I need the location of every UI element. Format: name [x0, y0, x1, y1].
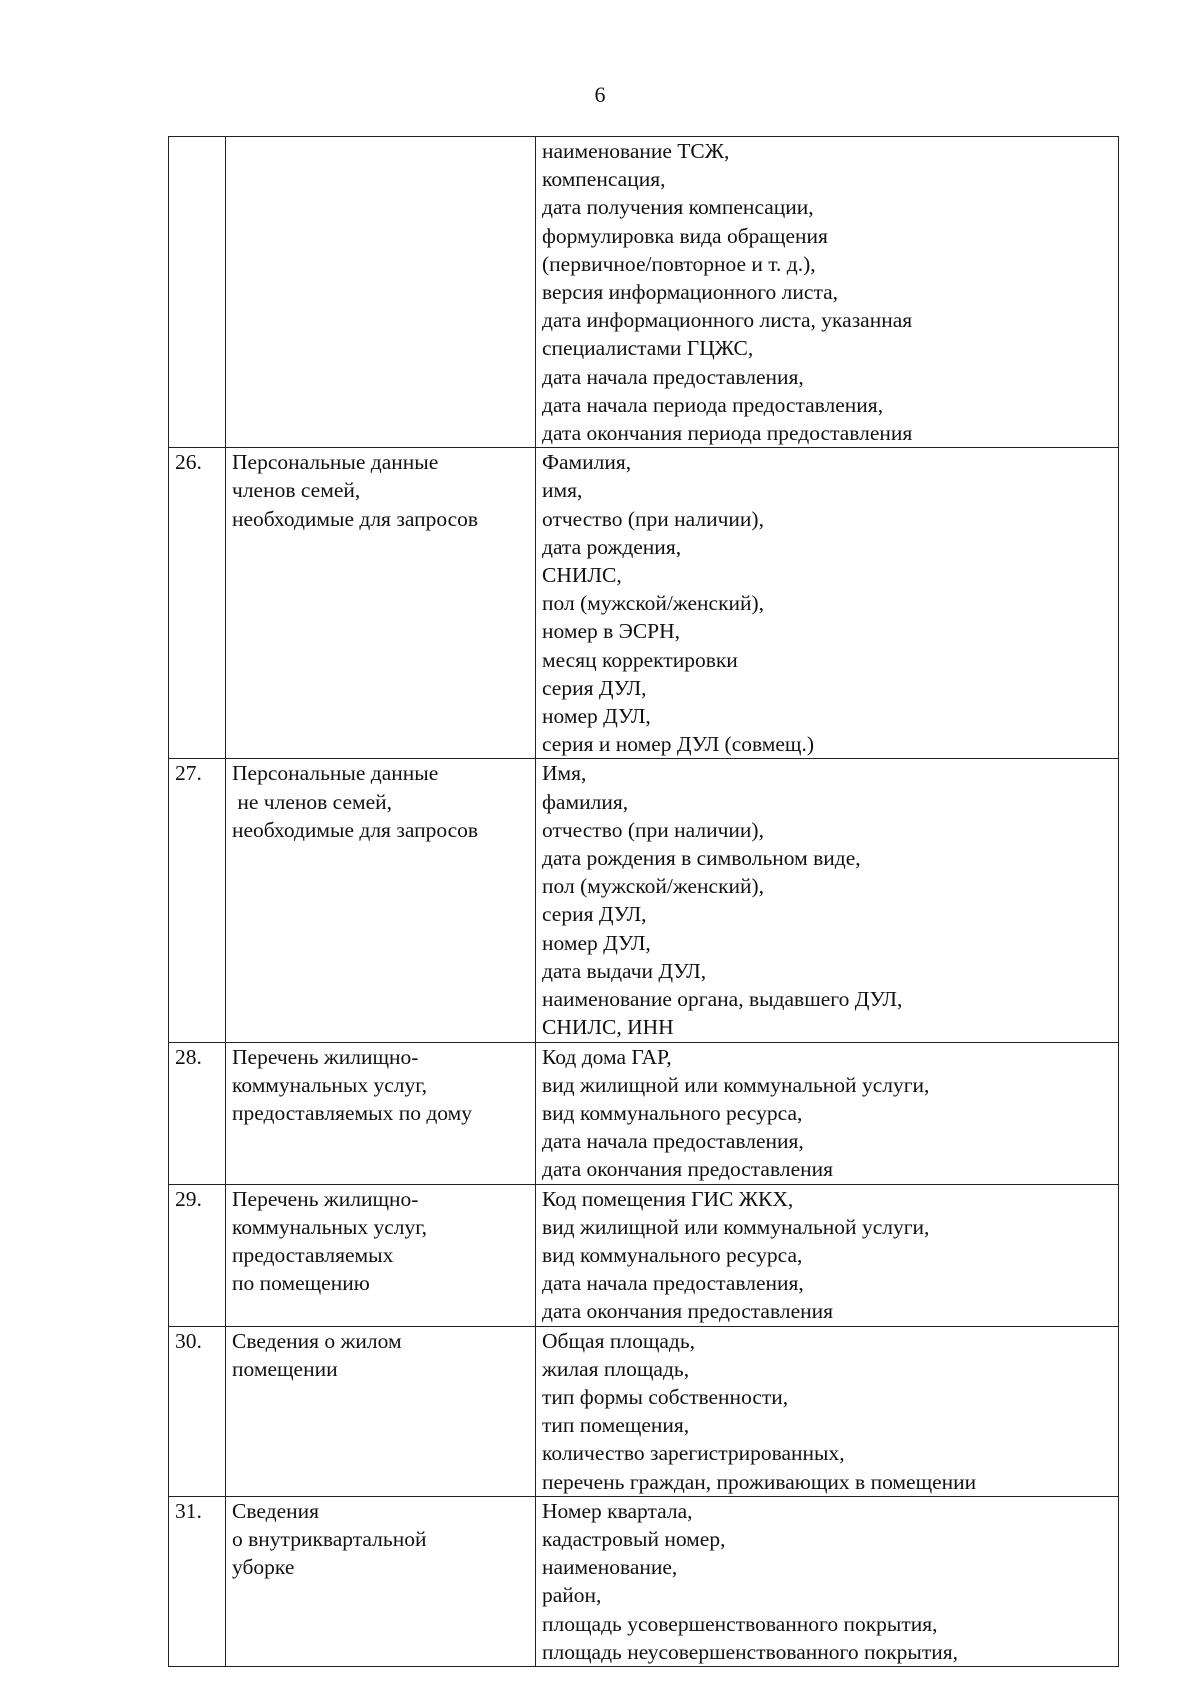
field-item: Номер квартала, — [542, 1498, 693, 1523]
row-title-line: по помещению — [232, 1271, 370, 1296]
field-item: пол (мужской/женский), — [542, 874, 765, 899]
field-item: имя, — [542, 478, 583, 503]
row-title-line: помещении — [232, 1356, 338, 1381]
field-item: пол (мужской/женский), — [542, 591, 765, 616]
field-item: количество зарегистрированных, — [542, 1441, 845, 1466]
row-title — [226, 137, 536, 448]
field-item: СНИЛС, ИНН — [542, 1015, 674, 1040]
row-title-line: необходимые для запросов — [232, 817, 479, 842]
field-item: серия ДУЛ, — [542, 902, 647, 927]
field-item: дата начала предоставления, — [542, 1271, 804, 1296]
field-item: номер ДУЛ, — [542, 930, 651, 955]
field-item: площадь неусовершенствованного покрытия, — [542, 1639, 959, 1664]
table-body — [169, 137, 1119, 1667]
field-item: фамилия, — [542, 789, 629, 814]
table-row — [169, 759, 1119, 1042]
row-fields — [536, 1496, 1119, 1666]
row-title-line: коммунальных услуг, — [232, 1072, 428, 1097]
table-row — [169, 1184, 1119, 1326]
row-title-line: членов семей, — [232, 478, 361, 503]
row-title-line: Перечень жилищно- — [232, 1186, 419, 1211]
row-fields — [536, 1184, 1119, 1326]
field-item: отчество (при наличии), — [542, 817, 764, 842]
field-item: дата начала предоставления, — [542, 364, 804, 389]
data-table — [168, 136, 1119, 1667]
field-item: номер в ЭСРН, — [542, 619, 681, 644]
field-item: формулировка вида обращения — [542, 223, 828, 248]
field-item: тип помещения, — [542, 1413, 690, 1438]
row-fields — [536, 1326, 1119, 1496]
field-item: Код дома ГАР, — [542, 1044, 672, 1069]
field-item: дата начала периода предоставления, — [542, 392, 884, 417]
field-item: дата окончания периода предоставления — [542, 421, 913, 446]
field-item: тип формы собственности, — [542, 1384, 789, 1409]
field-item: наименование, — [542, 1555, 678, 1580]
row-fields — [536, 448, 1119, 759]
row-title-line: коммунальных услуг, — [232, 1214, 428, 1239]
row-title — [226, 1496, 536, 1666]
field-item: компенсация, — [542, 167, 666, 192]
row-number: 27. — [169, 759, 226, 1042]
field-item: жилая площадь, — [542, 1356, 690, 1381]
field-item: месяц корректировки — [542, 647, 738, 672]
field-item: Фамилия, — [542, 450, 632, 475]
row-number: 31. — [169, 1496, 226, 1666]
field-item: район, — [542, 1583, 602, 1608]
field-item: серия ДУЛ, — [542, 675, 647, 700]
row-number: 30. — [169, 1326, 226, 1496]
row-title-line: Персональные данные — [232, 450, 439, 475]
row-title-line: необходимые для запросов — [232, 506, 479, 531]
field-item: вид коммунального ресурса, — [542, 1242, 803, 1267]
row-title-line: Сведения о жилом — [232, 1328, 402, 1353]
table-row — [169, 1496, 1119, 1666]
field-item: наименование органа, выдавшего ДУЛ, — [542, 987, 903, 1012]
row-number: 26. — [169, 448, 226, 759]
field-item: Имя, — [542, 761, 587, 786]
field-item: серия и номер ДУЛ (совмещ.) — [542, 732, 815, 757]
row-title-line: предоставляемых по дому — [232, 1100, 472, 1125]
field-item: дата информационного листа, указанная — [542, 308, 913, 333]
field-item: Общая площадь, — [542, 1328, 696, 1353]
field-item: площадь усовершенствованного покрытия, — [542, 1611, 938, 1636]
field-item: дата начала предоставления, — [542, 1129, 804, 1154]
row-title — [226, 448, 536, 759]
row-title-line: уборке — [232, 1555, 295, 1580]
field-item: наименование ТСЖ, — [542, 139, 730, 163]
table-row — [169, 1042, 1119, 1184]
row-title — [226, 1184, 536, 1326]
field-item: дата выдачи ДУЛ, — [542, 958, 707, 983]
row-number: 28. — [169, 1042, 226, 1184]
field-item: (первичное/повторное и т. д.), — [542, 251, 816, 276]
row-title-line: Перечень жилищно- — [232, 1044, 419, 1069]
field-item: дата получения компенсации, — [542, 195, 814, 220]
field-item: кадастровый номер, — [542, 1526, 726, 1551]
table-row — [169, 448, 1119, 759]
row-fields — [536, 759, 1119, 1042]
row-title-line: о внутриквартальной — [232, 1526, 427, 1551]
row-title — [226, 1326, 536, 1496]
field-item: СНИЛС, — [542, 563, 622, 588]
field-item: Код помещения ГИС ЖКХ, — [542, 1186, 794, 1211]
field-item: перечень граждан, проживающих в помещении — [542, 1469, 977, 1494]
field-item: дата рождения, — [542, 534, 682, 559]
field-item: отчество (при наличии), — [542, 506, 764, 531]
table-row — [169, 1326, 1119, 1496]
row-title-line: предоставляемых — [232, 1242, 394, 1267]
page-number: 6 — [594, 82, 606, 107]
row-fields — [536, 137, 1119, 448]
field-item: вид коммунального ресурса, — [542, 1100, 803, 1125]
field-item: дата рождения в символьном виде, — [542, 846, 861, 871]
row-title-line: Персональные данные — [232, 761, 439, 786]
row-title-line: Сведения — [232, 1498, 320, 1523]
table-row — [169, 137, 1119, 448]
field-item: дата окончания предоставления — [542, 1157, 834, 1182]
field-item: специалистами ГЦЖС, — [542, 336, 754, 361]
field-item: номер ДУЛ, — [542, 704, 651, 729]
row-number — [169, 137, 226, 448]
row-fields — [536, 1042, 1119, 1184]
field-item: версия информационного листа, — [542, 280, 839, 305]
row-number: 29. — [169, 1184, 226, 1326]
row-title — [226, 1042, 536, 1184]
row-title — [226, 759, 536, 1042]
field-item: дата окончания предоставления — [542, 1299, 834, 1324]
field-item: вид жилищной или коммунальной услуги, — [542, 1214, 930, 1239]
row-title-line: не членов семей, — [232, 789, 393, 814]
field-item: вид жилищной или коммунальной услуги, — [542, 1072, 930, 1097]
